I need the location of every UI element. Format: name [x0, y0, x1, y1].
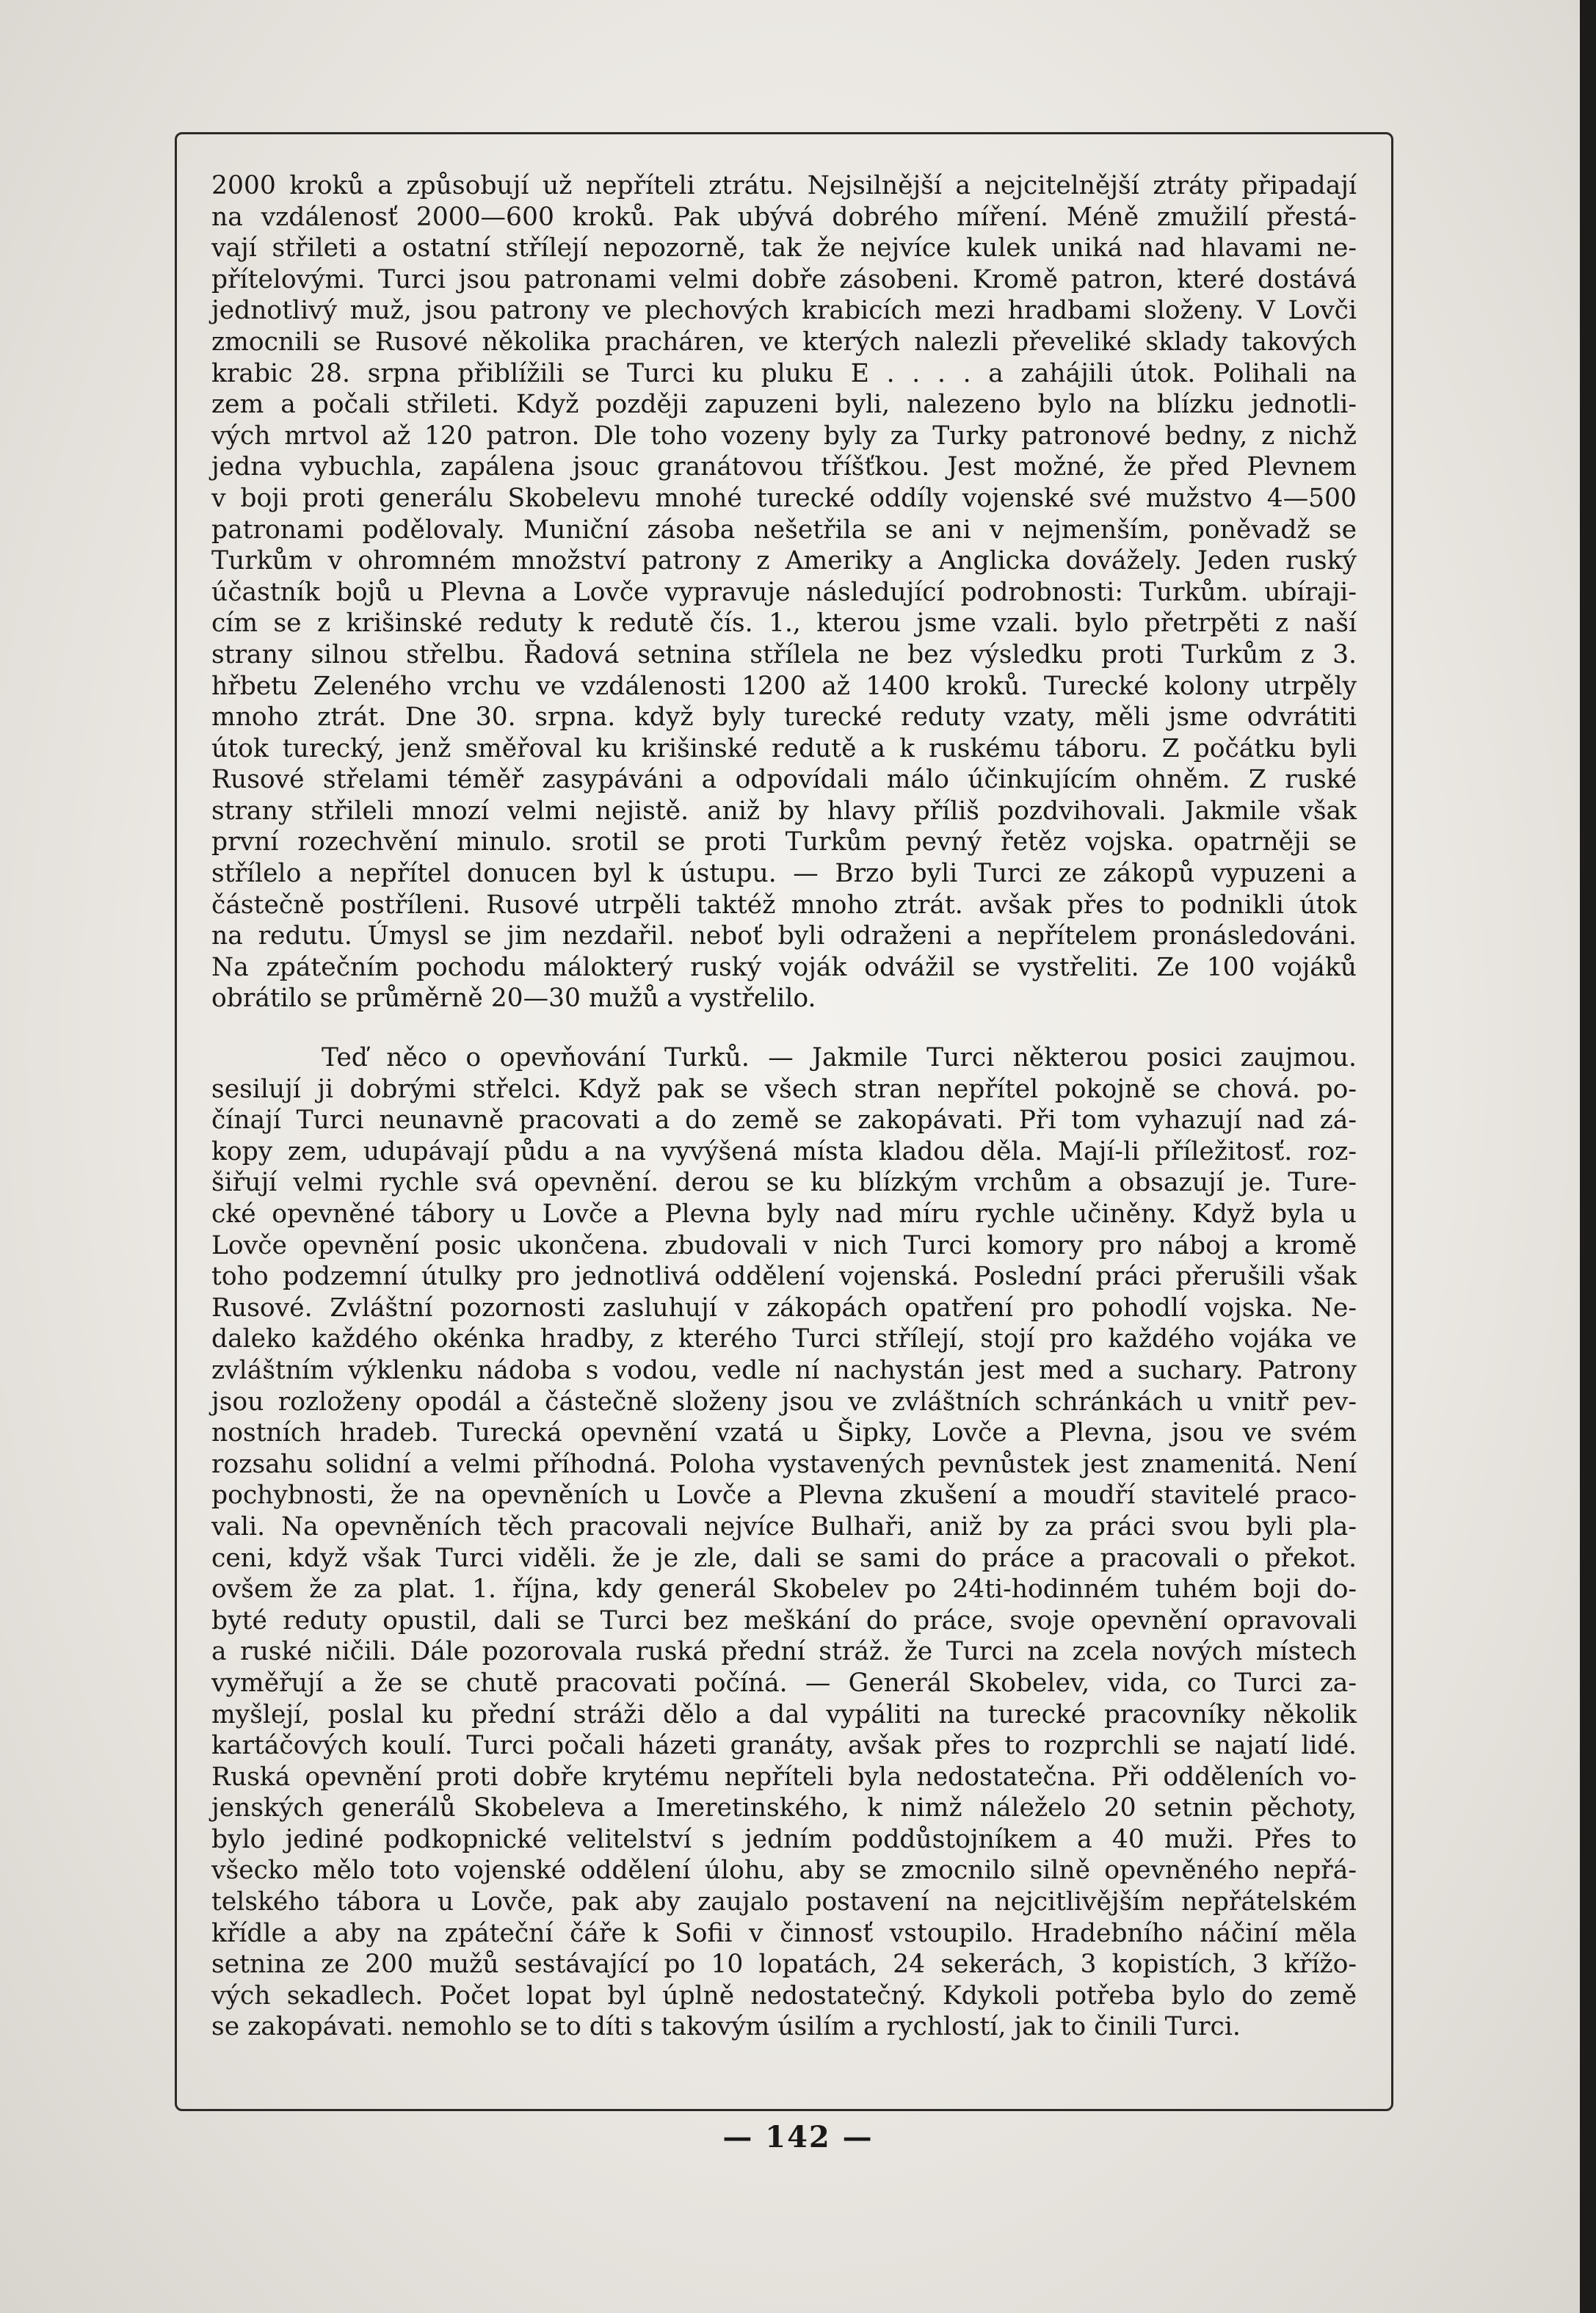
text-line: rozsahu solidní a velmi příhodná. Poloha vystavených pevnůstek jest znamenitá. Není — [211, 1449, 1357, 1479]
text-line: Rusové. Zvláštní pozornosti zasluhují v zákopách opatření pro pohodlí vojska. Ne- — [211, 1293, 1357, 1323]
text-line: útok turecký, jenž směřoval ku krišinské redutě a k ruskému táboru. Z počátku byli — [211, 733, 1357, 763]
text-line: první rozechvění minulo. srotil se proti Turkům pevný řetěz vojska. opatrněji se — [211, 827, 1357, 857]
text-line: 2000 kroků a způsobují už nepříteli ztrátu. Nejsilnější a nejcitelnější ztráty připadají — [211, 171, 1357, 200]
page-edge-shadow — [1580, 0, 1596, 2313]
text-line: Ruská opevnění proti dobře krytému nepříteli byla nedostatečna. Při odděleních vo- — [211, 1762, 1357, 1792]
text-line: krabic 28. srpna přiblížili se Turci ku pluku E . . . . a zahájili útok. Polihali na — [211, 358, 1357, 388]
text-line: účastník bojů u Plevna a Lovče vypravuje následující podrobnosti: Turkům. ubíraji- — [211, 577, 1357, 607]
text-line: na redutu. Úmysl se jim nezdařil. neboť byli odraženi a nepřítelem pronásledováni. — [211, 921, 1357, 951]
text-line: patronami podělovaly. Muniční zásoba nešetřila se ani v nejmenším, poněvadž se — [211, 515, 1357, 545]
text-line: setnina ze 200 mužů sestávající po 10 lopatách, 24 sekerách, 3 kopistích, 3 křížo- — [211, 1950, 1357, 1980]
text-line: zem a počali střileti. Když později zapuzeni byli, nalezeno bylo na blízku jednotli- — [211, 390, 1357, 420]
text-line: jedna vybuchla, zapálena jsouc granátovou tříšťkou. Jest možné, že před Plevnem — [211, 452, 1357, 482]
text-line: Turkům v ohromném množství patrony z Ameriky a Anglicka dovážely. Jeden ruský — [211, 546, 1357, 576]
text-line: částečně postříleni. Rusové utrpěli taktéž mnoho ztrát. avšak přes to podnikli útok — [211, 890, 1357, 920]
text-line: daleko každého okénka hradby, z kterého Turci střílejí, stojí pro každého vojáka ve — [211, 1324, 1357, 1354]
text-line: myšlejí, poslal ku přední stráži dělo a dal vypáliti na turecké pracovníky několik — [211, 1699, 1357, 1729]
text-line: mnoho ztrát. Dne 30. srpna. když byly turecké reduty vzaty, měli jsme odvrátiti — [211, 702, 1357, 733]
text-line: se zakopávati. nemohlo se to díti s takovým úsilím a rychlostí, jak to činili Turci. — [211, 2012, 1241, 2042]
text-line: strany střileli mnozí velmi nejistě. aniž by hlavy příliš pozdvihovali. Jakmile však — [211, 796, 1357, 826]
page-number: — 142 — — [722, 2120, 874, 2154]
text-line: vých sekadlech. Počet lopat byl úplně nedostatečný. Kdykoli potřeba bylo do země — [211, 1980, 1357, 2011]
text-line: obrátilo se průměrně 20—30 mužů a vystřelilo. — [211, 984, 816, 1014]
text-line: bylo jediné podkopnické velitelství s jedním poddůstojníkem a 40 muži. Přes to — [211, 1824, 1357, 1854]
text-line: vají střileti a ostatní střílejí nepozorně, tak že nejvíce kulek uniká nad hlavami ne- — [211, 233, 1357, 264]
text-line: Lovče opevnění posic ukončena. zbudovali v nich Turci komory pro náboj a kromě — [211, 1230, 1357, 1260]
text-line: pochybnosti, že na opevněních u Lovče a Plevna zkušení a moudří stavitelé praco- — [211, 1481, 1357, 1511]
text-line: křídle a aby na zpáteční čáře k Sofii v činnosť vstoupilo. Hradebního náčiní měla — [211, 1918, 1357, 1948]
text-line: byté reduty opustil, dali se Turci bez meškání do práce, svoje opevnění opravovali — [211, 1605, 1357, 1635]
text-line: telského tábora u Lovče, pak aby zaujalo postavení na nejcitlivějším nepřátelském — [211, 1887, 1357, 1917]
text-line: cím se z krišinské reduty k redutě čís. 1., kterou jsme vzali. bylo přetrpěti z naší — [211, 609, 1357, 639]
text-line: ovšem že za plat. 1. října, kdy generál Skobelev po 24ti-hodinném tuhém boji do- — [211, 1575, 1357, 1605]
text-line: Na zpátečním pochodu málokterý ruský voják odvážil se vystřeliti. Ze 100 vojáků — [211, 952, 1357, 982]
text-line: jednotlivý muž, jsou patrony ve plechových krabicích mezi hradbami složeny. V Lovči — [211, 296, 1357, 326]
text-line: ceni, když však Turci viděli. že je zle, dali se sami do práce a pracovali o překot. — [211, 1543, 1357, 1573]
text-line: na vzdálenosť 2000—600 kroků. Pak ubývá dobrého míření. Méně zmužilí přestá- — [211, 202, 1357, 232]
text-line: zmocnili se Rusové několika pracháren, ve kterých nalezli převeliké sklady takových — [211, 327, 1357, 357]
text-line: čínají Turci neunavně pracovati a do země se zakopávati. Při tom vyhazují nad zá- — [211, 1105, 1357, 1136]
text-line: přítelovými. Turci jsou patronami velmi dobře zásobeni. Kromě patron, které dostává — [211, 264, 1357, 294]
text-line: kartáčových koulí. Turci počali házeti granáty, avšak přes to rozprchli se najatí lidé. — [211, 1731, 1357, 1761]
text-line: jenských generálů Skobeleva a Imeretinského, k nimž náleželo 20 setnin pěchoty, — [211, 1793, 1357, 1823]
text-line: nostních hradeb. Turecká opevnění vzatá u Šipky, Lovče a Plevna, jsou ve svém — [211, 1418, 1357, 1448]
text-line: v boji proti generálu Skobelevu mnohé turecké oddíly vojenské své mužstvo 4—500 — [211, 483, 1357, 513]
text-line: hřbetu Zeleného vrchu ve vzdálenosti 1200 až 1400 kroků. Turecké kolony utrpěly — [211, 671, 1357, 701]
text-line: všecko mělo toto vojenské oddělení úlohu, aby se zmocnilo silně opevněného nepřá- — [211, 1856, 1357, 1886]
text-line: Teď něco o opevňování Turků. — Jakmile Turci některou posici zaujmou. — [322, 1043, 1357, 1073]
text-line: zvláštním výklenku nádoba s vodou, vedle ní nachystán jest med a suchary. Patrony — [211, 1355, 1357, 1385]
paragraph — [211, 1042, 1357, 2043]
paragraph-gap — [211, 1014, 1357, 1042]
text-line: strany silnou střelbu. Řadová setnina střílela ne bez výsledku proti Turkům z 3. — [211, 639, 1357, 669]
text-line: střílelo a nepřítel donucen byl k ústupu. — Brzo byli Turci ze zákopů vypuzeni a — [211, 859, 1357, 889]
text-line: vyměřují a že se chutě pracovati počíná. — Generál Skobelev, vida, co Turci za- — [211, 1668, 1357, 1698]
text-line: kopy zem, udupávají půdu a na vyvýšená místa kladou děla. Mají-li příležitosť. roz- — [211, 1136, 1357, 1166]
text-line: toho podzemní útulky pro jednotlivá oddělení vojenská. Poslední práci přerušili však — [211, 1262, 1357, 1292]
text-line: Rusové střelami téměř zasypáváni a odpovídali málo účinkujícím ohněm. Z ruské — [211, 765, 1357, 795]
body-text — [211, 170, 1357, 2043]
text-line: šiřují velmi rychle svá opevnění. derou se ku blízkým vrchům a obsazují je. Ture- — [211, 1168, 1357, 1198]
paragraph — [211, 170, 1357, 1014]
text-line: jsou rozloženy opodál a částečně složeny jsou ve zvláštních schránkách u vnitř pev- — [211, 1387, 1357, 1417]
text-line: vých mrtvol až 120 patron. Dle toho vozeny byly za Turky patronové bedny, z nichž — [211, 421, 1357, 451]
text-line: sesilují ji dobrými střelci. Když pak se všech stran nepřítel pokojně se chová. po- — [211, 1074, 1357, 1104]
text-line: a ruské ničili. Dále pozorovala ruská přední stráž. že Turci na zcela nových místech — [211, 1637, 1357, 1667]
text-line: cké opevněné tábory u Lovče a Plevna byly nad míru rychle učiněny. Když byla u — [211, 1199, 1357, 1229]
text-line: vali. Na opevněních těch pracovali nejvíce Bulhaři, aniž by za práci svou byli pla- — [211, 1511, 1357, 1542]
